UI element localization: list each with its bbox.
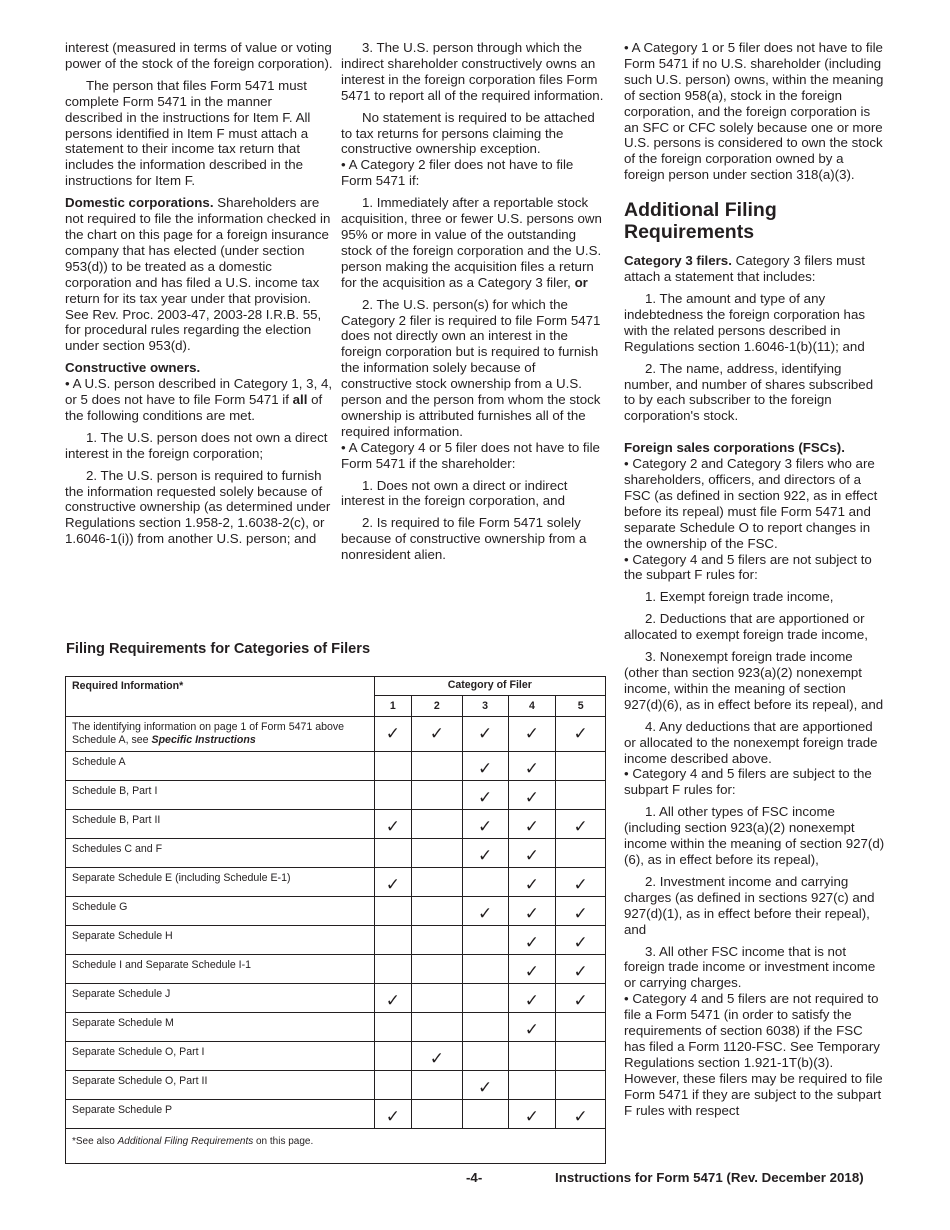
category-1-cell: [374, 810, 411, 839]
category-1-cell: [374, 984, 411, 1013]
category-5-cell: [556, 1013, 606, 1042]
bullet-item: • A Category 4 or 5 filer does not have to file Form 5471 if the shareholder:: [341, 439, 600, 471]
checkmark-icon: ✓: [477, 759, 493, 779]
category-3-cell: [462, 1042, 508, 1071]
category-5-cell: [556, 868, 606, 897]
checkmark-icon: ✓: [477, 788, 493, 808]
bullet-item: • Category 4 and 5 filers are not subject to the subpart F rules for:: [624, 551, 872, 583]
table-row: [66, 1042, 606, 1071]
checkmark-icon: ✓: [524, 991, 540, 1011]
category-2-cell: [412, 897, 463, 926]
column-header-category-of-filer: Category of Filer: [374, 677, 605, 696]
checkmark-icon: ✓: [477, 846, 493, 866]
category-4-cell: [508, 1042, 556, 1071]
heading-foreign-sales-corporations: Foreign sales corporations (FSCs).: [624, 440, 845, 456]
column-header-category-1: 1: [374, 696, 411, 717]
table-row: [66, 717, 606, 752]
row-label: Schedule G: [66, 897, 375, 926]
category-1-cell: [374, 868, 411, 897]
checkmark-icon: ✓: [385, 1107, 400, 1127]
row-label: Separate Schedule H: [66, 926, 375, 955]
row-label: Separate Schedule J: [66, 984, 375, 1013]
section-heading-additional-filing-requirements: Additional Filing Requirements: [624, 199, 777, 244]
category-1-cell: [374, 717, 411, 752]
table-row: [66, 839, 606, 868]
numbered-item: 1. All other types of FSC income (including section 923(a)(2) nonexempt income within the meaning of section 927(d)(6), as in effect before its repeal),: [624, 804, 885, 867]
numbered-item: 3. The U.S. person through which the indirect shareholder constructively owns an interest in the foreign corporation files Form 5471 to report all of the required information.: [341, 40, 604, 103]
heading-domestic-corporations: Domestic corporations.: [65, 195, 214, 211]
checkmark-icon: ✓: [524, 724, 540, 744]
numbered-item: 1. The U.S. person does not own a direct interest in the foreign corporation;: [65, 429, 328, 461]
column-header-category-3: 3: [462, 696, 508, 717]
bullet-item: • Category 2 and Category 3 filers who are shareholders, officers, and directors of a FSC (as defined in section 922, as in effect before its repeal) must file Form 5471 and separate Schedule O to report changes in the ownership of the FSC.: [624, 456, 878, 551]
category-3-cell: [462, 752, 508, 781]
checkmark-icon: ✓: [573, 724, 588, 744]
table-row: [66, 1013, 606, 1042]
table-row: [66, 955, 606, 984]
paragraph: The person that files Form 5471 must complete Form 5471 in the manner described in the instructions for Item F. All persons identified in Item F must attach a statement to their income tax return that includes the information described in the instructions for Item F.: [65, 77, 311, 189]
checkmark-icon: ✓: [429, 1049, 444, 1069]
numbered-item: 1. Exempt foreign trade income,: [645, 589, 834, 605]
column-3: [624, 40, 886, 1124]
table-row: [66, 810, 606, 839]
category-2-cell: [412, 1100, 463, 1129]
page-number: -4-: [466, 1170, 483, 1185]
checkmark-icon: ✓: [429, 724, 444, 744]
checkmark-icon: ✓: [385, 875, 400, 895]
category-4-cell: [508, 781, 556, 810]
category-5-cell: [556, 955, 606, 984]
column-2: [341, 40, 606, 569]
paragraph-domestic-corporations: Domestic corporations. Shareholders are not required to file the information checked in the chart on this page for a foreign insurance company that has elected (under section 953(d)) to be treated as a domestic corporation and has filed a U.S. income tax return for its tax year under that provision. See Rev. Proc. 2003-47, 2003-28 I.R.B. 55, for procedural rules regarding the election under section 953(d).: [65, 195, 331, 354]
category-3-cell: [462, 717, 508, 752]
category-4-cell: [508, 839, 556, 868]
checkmark-icon: ✓: [477, 817, 493, 837]
category-3-cell: [462, 984, 508, 1013]
paragraph-category-3-filers: Category 3 filers. Category 3 filers must attach a statement that includes:: [624, 253, 865, 285]
numbered-item: 2. Investment income and carrying charges (as defined in sections 927(c) and 927(d)(1), as in effect before their repeal), and: [624, 873, 875, 937]
category-3-cell: [462, 926, 508, 955]
table-row: [66, 926, 606, 955]
category-3-cell: [462, 839, 508, 868]
row-label: Separate Schedule M: [66, 1013, 375, 1042]
row-label: Separate Schedule E (including Schedule E-1): [66, 868, 375, 897]
category-2-cell: [412, 926, 463, 955]
checkmark-icon: ✓: [385, 991, 400, 1011]
category-4-cell: [508, 1100, 556, 1129]
category-2-cell: [412, 752, 463, 781]
numbered-item: 2. Deductions that are apportioned or allocated to exempt foreign trade income,: [624, 611, 868, 643]
column-1: [65, 40, 333, 553]
checkmark-icon: ✓: [477, 1078, 493, 1098]
category-4-cell: [508, 1013, 556, 1042]
checkmark-icon: ✓: [524, 904, 540, 924]
table-row: [66, 1100, 606, 1129]
category-4-cell: [508, 717, 556, 752]
checkmark-icon: ✓: [477, 724, 493, 744]
bullet-item: • A Category 2 filer does not have to file Form 5471 if:: [341, 157, 574, 189]
row-label: Schedule B, Part I: [66, 781, 375, 810]
table-row: [66, 897, 606, 926]
category-5-cell: [556, 781, 606, 810]
numbered-item: 2. The name, address, identifying number, and number of shares subscribed to by each subscriber to the foreign corporation's stock.: [624, 360, 874, 424]
checkmark-icon: ✓: [524, 817, 540, 837]
category-1-cell: [374, 781, 411, 810]
category-1-cell: [374, 897, 411, 926]
category-3-cell: [462, 1013, 508, 1042]
category-5-cell: [556, 897, 606, 926]
checkmark-icon: ✓: [524, 962, 540, 982]
category-1-cell: [374, 926, 411, 955]
category-5-cell: [556, 810, 606, 839]
checkmark-icon: ✓: [385, 724, 400, 744]
category-2-cell: [412, 955, 463, 984]
row-label: Separate Schedule O, Part I: [66, 1042, 375, 1071]
numbered-item: 2. Is required to file Form 5471 solely because of constructive ownership from a nonresident alien.: [341, 515, 587, 563]
category-4-cell: [508, 810, 556, 839]
category-2-cell: [412, 984, 463, 1013]
category-3-cell: [462, 955, 508, 984]
category-2-cell: [412, 1071, 463, 1100]
checkmark-icon: ✓: [477, 904, 493, 924]
category-3-cell: [462, 897, 508, 926]
category-5-cell: [556, 1100, 606, 1129]
numbered-item: 3. Nonexempt foreign trade income (other than section 923(a)(2) nonexempt income, within the meaning of section 927(d)(6), as in effect before its repeal), and: [624, 649, 884, 712]
table-row: [66, 868, 606, 897]
category-5-cell: [556, 717, 606, 752]
checkmark-icon: ✓: [573, 904, 588, 924]
category-2-cell: [412, 810, 463, 839]
table-row: [66, 752, 606, 781]
bullet-item: • Category 4 and 5 filers are not required to file a Form 5471 (in order to satisfy the requirements of section 6038) if the FSC has filed a Form 1120-FSC. See Temporary Regulations section 1.921-1T(b)(3). However, these filers may be required to file Form 5471 if they are subject to the subpart F rules with respect: [624, 991, 883, 1118]
bullet-item: • Category 4 and 5 filers are subject to the subpart F rules for:: [624, 766, 872, 798]
footer-document-title: Instructions for Form 5471 (Rev. December 2018): [555, 1170, 864, 1185]
row-label: Separate Schedule O, Part II: [66, 1071, 375, 1100]
category-2-cell: [412, 781, 463, 810]
checkmark-icon: ✓: [524, 875, 540, 895]
checkmark-icon: ✓: [524, 846, 540, 866]
table-row: [66, 984, 606, 1013]
bullet-item: • A Category 1 or 5 filer does not have to file Form 5471 if no U.S. shareholder (including such U.S. person) owns, within the meaning of section 958(a), stock in the foreign corporation, and the foreign corporation is an SFC or CFC solely because one or more U.S. persons is considered to own the stock of the foreign corporation owned by a foreign person under section 318(a)(3).: [624, 40, 884, 183]
column-header-category-5: 5: [556, 696, 606, 717]
row-label: Schedule I and Separate Schedule I-1: [66, 955, 375, 984]
bullet-item: • A U.S. person described in Category 1, 3, 4, or 5 does not have to file Form 5471 if all of the following conditions are met.: [65, 376, 333, 423]
category-3-cell: [462, 810, 508, 839]
category-4-cell: [508, 868, 556, 897]
row-label: Schedule A: [66, 752, 375, 781]
heading-constructive-owners: Constructive owners.: [65, 360, 201, 376]
row-label: The identifying information on page 1 of Form 5471 above Schedule A, see Specific Instructions: [66, 717, 375, 752]
checkmark-icon: ✓: [524, 1020, 540, 1040]
numbered-item: 1. The amount and type of any indebtedness the foreign corporation has with the related persons described in Regulations section 1.6046-1(b)(11); and: [624, 290, 865, 354]
checkmark-icon: ✓: [524, 759, 540, 779]
category-1-cell: [374, 1100, 411, 1129]
category-1-cell: [374, 839, 411, 868]
category-4-cell: [508, 752, 556, 781]
category-2-cell: [412, 1042, 463, 1071]
checkmark-icon: ✓: [573, 1107, 588, 1127]
row-label: Schedules C and F: [66, 839, 375, 868]
checkmark-icon: ✓: [524, 788, 540, 808]
category-2-cell: [412, 717, 463, 752]
table-row: [66, 781, 606, 810]
checkmark-icon: ✓: [573, 875, 588, 895]
category-2-cell: [412, 868, 463, 897]
category-5-cell: [556, 752, 606, 781]
numbered-item: 1. Does not own a direct or indirect interest in the foreign corporation, and: [341, 477, 568, 509]
category-1-cell: [374, 752, 411, 781]
category-4-cell: [508, 926, 556, 955]
numbered-item: 4. Any deductions that are apportioned or allocated to the nonexempt foreign trade income described above.: [624, 718, 878, 766]
category-4-cell: [508, 1071, 556, 1100]
numbered-item: 2. The U.S. person is required to furnish the information requested solely because of constructive ownership (as determined under Regulations section 1.958-2, 1.6038-2(c), or 1.6046-1(i)) from another U.S. person; and: [65, 467, 331, 547]
category-3-cell: [462, 1100, 508, 1129]
column-header-category-4: 4: [508, 696, 556, 717]
category-5-cell: [556, 1071, 606, 1100]
category-4-cell: [508, 897, 556, 926]
column-header-required-information: Required Information*: [66, 677, 375, 717]
checkmark-icon: ✓: [573, 991, 588, 1011]
category-1-cell: [374, 955, 411, 984]
category-2-cell: [412, 1013, 463, 1042]
table-title: Filing Requirements for Categories of Filers: [66, 641, 371, 657]
numbered-item: 3. All other FSC income that is not foreign trade income or investment income or carrying charges.: [624, 943, 876, 991]
category-3-cell: [462, 1071, 508, 1100]
table-row: [66, 1071, 606, 1100]
row-label: Schedule B, Part II: [66, 810, 375, 839]
checkmark-icon: ✓: [524, 933, 540, 953]
filing-requirements-table: [65, 676, 606, 1164]
category-3-cell: [462, 781, 508, 810]
category-5-cell: [556, 1042, 606, 1071]
checkmark-icon: ✓: [385, 817, 400, 837]
checkmark-icon: ✓: [573, 817, 588, 837]
category-5-cell: [556, 926, 606, 955]
checkmark-icon: ✓: [573, 962, 588, 982]
category-5-cell: [556, 839, 606, 868]
paragraph: interest (measured in terms of value or voting power of the stock of the foreign corporation).: [65, 40, 333, 71]
checkmark-icon: ✓: [573, 933, 588, 953]
category-4-cell: [508, 955, 556, 984]
category-2-cell: [412, 839, 463, 868]
category-4-cell: [508, 984, 556, 1013]
category-3-cell: [462, 868, 508, 897]
category-1-cell: [374, 1071, 411, 1100]
category-5-cell: [556, 984, 606, 1013]
numbered-item: 2. The U.S. person(s) for which the Category 2 filer is required to file Form 5471 does not directly own an interest in the foreign corporation but is required to furnish the information solely because of constructive stock ownership from a U.S. person and the person from whom the stock ownership is attributed furnishes all of the required information.: [341, 296, 601, 439]
table-footnote: *See also Additional Filing Requirements on this page.: [66, 1129, 606, 1164]
paragraph: No statement is required to be attached to tax returns for persons claiming the constructive ownership exception.: [341, 109, 595, 157]
column-header-category-2: 2: [412, 696, 463, 717]
numbered-item: 1. Immediately after a reportable stock acquisition, three or fewer U.S. persons own 95% or more in value of the outstanding stock of the foreign corporation and the U.S. person making the acquisition files a return for the acquisition as a Category 3 filer, or: [341, 195, 602, 290]
row-label: Separate Schedule P: [66, 1100, 375, 1129]
category-1-cell: [374, 1042, 411, 1071]
checkmark-icon: ✓: [524, 1107, 540, 1127]
category-1-cell: [374, 1013, 411, 1042]
